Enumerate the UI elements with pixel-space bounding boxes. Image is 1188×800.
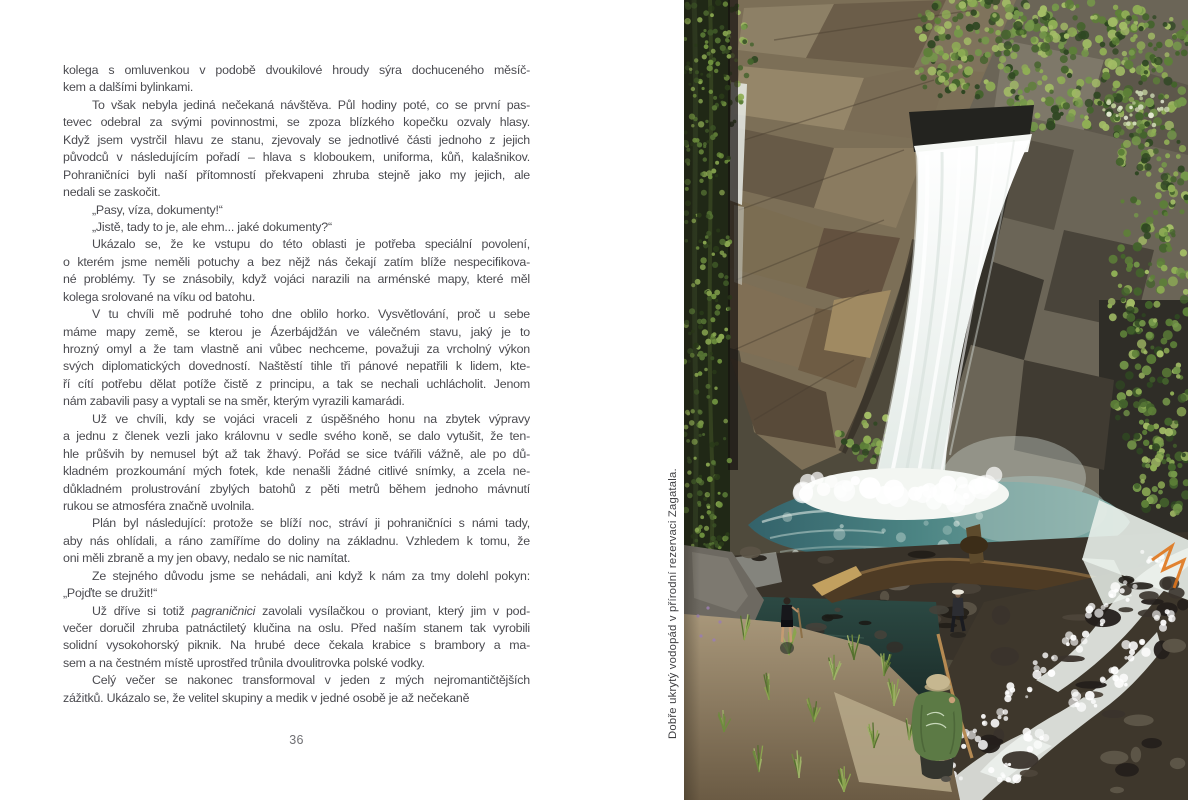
text-line: aby nás ohlídali, a ráno zamíříme do doliny na základnu. Vzhledem k tomu, že [63,533,530,548]
text-line: né problémy. Ty se znásobily, když vojáci narazili na arménské mapy, které měl [63,272,530,287]
paragraph [63,568,530,603]
text-line: „Pasy, víza, dokumenty!“ [92,202,223,217]
body-text [63,62,530,707]
text-line: kolega srolované na víku od batohu. [63,289,256,304]
text-line: Ze stejného důvodu jsme se nehádali, ani když k nám za tmy dolehl pokyn: [92,568,530,583]
paragraph [63,97,530,202]
text-line: „Pojďte se družit!“ [63,586,158,601]
text-line: sem a na čestném místě uprostřed trůnila dvoulitrovka polské vodky. [63,655,425,670]
text-line: kladném prozkoumání mých fotek, kde nenašli žádné citlivé snímky, a zcela ne- [63,464,530,479]
paragraph [63,236,530,306]
text-line: máme mapy země, se kterou je Ázerbájdžán ve válečném stavu, jaký je to [63,324,530,339]
text-line: hle průšvih by nemusel být až tak žhavý. Pořád se sice tvářili vážně, ale po dů- [63,446,530,461]
text-line: oni měli zbraně a my jen obavy, nedalo se nic namítat. [63,551,351,566]
text-line: rukou se atmosféra značně uvolnila. [63,498,255,513]
text-line: nám zabavili pasy a vyptali se na směr, kterým vyrazili kamarádi. [63,394,405,409]
text-line: ří cítí potřebu dělat potíže čistě z principu, a tak se nechali uchlácholit. Jenom [63,376,530,391]
text-line: Celý večer se nakonec transformoval v jeden z mých nejromantičtějších [92,673,530,688]
paragraph [63,202,530,219]
paragraph [63,411,530,516]
text-line: kem a dalšími bylinkami. [63,80,194,95]
text-line: Už dříve si totiž pagraničnici zavolali vysílačkou o proviant, který jim v pod- [92,603,530,618]
text-line: zážitků. Ukázalo se, že velitel skupiny a medik v jedné osobě je až nečekaně [63,690,470,705]
paragraph [63,219,530,236]
text-line: Plán byl následující: protože se blíží noc, stráví ji pohraničníci s námi tady, [92,516,530,531]
page-number: 36 [289,733,304,747]
text-line: původců v následujícím pořadí – hlava s kloboukem, uniforma, kůň, kalašnikov. [63,150,530,165]
paragraph [63,515,530,567]
text-line: večer doručil zhruba patnáctiletý klučina na oslu. Před naším stanem tak vyrobili [63,621,530,635]
paragraph [63,62,530,97]
text-line: tevec odebral za svými povinnostmi, se zpoza blízkého kopečku ozvaly hlasy. [63,115,530,130]
text-line: o kterém jsme neměli potuchy a bez nějž nás čekají zatím blíže nespecifikova- [63,254,530,269]
text-line: kolega s omluvenkou v podobě dvoukilové hroudy sýra dochuceného měsíč- [63,63,530,77]
paragraph [63,603,530,673]
text-line: „Jistě, tady to je, ale ehm... jaké dokumenty?“ [92,219,332,234]
paragraph [63,672,530,707]
text-line: svých diplomatických dovedností. Naštěstí tihle tři pánové nepatřili k lidem, kte- [63,359,530,374]
photo-caption: Dobře ukrytý vodopád v přírodní rezervaci Zagatala. [667,468,679,739]
waterfall-photo [684,0,1188,800]
text-line: To však nebyla jediná nečekaná návštěva. Půl hodiny poté, co se první pas- [92,97,530,112]
text-line: Když jsem vystrčil hlavu ze stanu, zjevovaly se jednotlivé části jednoho z jejich [63,132,530,147]
text-line: důkladném prolustrování zbylých batohů z pěti metrů během jednoho mávnutí [63,481,530,496]
text-line: Ukázalo se, že ke vstupu do této oblasti je potřeba speciální povolení, [92,237,530,252]
text-line: V tu chvíli mě podruhé toho dne oblilo horko. Vysvětlování, proč u sebe [92,307,530,322]
text-line: solidní vysokohorský piknik. Na hrubé dece čekala krabice s brambory a ma- [63,638,530,653]
text-line: a jednu z členek vezli jako královnu v sedle svého koně, se dalo vytušit, že ten- [63,429,530,444]
text-line: hrozný omyl a že tam vlastně ani vůbec nechceme, považuji za vrcholný výkon [63,342,530,356]
photo-illustration [684,0,1188,800]
paragraph [63,306,530,411]
text-line: Už ve chvíli, kdy se vojáci vraceli z úspěšného honu na zbytek výpravy [92,411,530,426]
text-line: nedali se zaskočit. [63,185,161,200]
text-line: Pohraničníci byli naší přítomností překvapeni zhruba stejně jako my jejich, ale [63,167,530,182]
